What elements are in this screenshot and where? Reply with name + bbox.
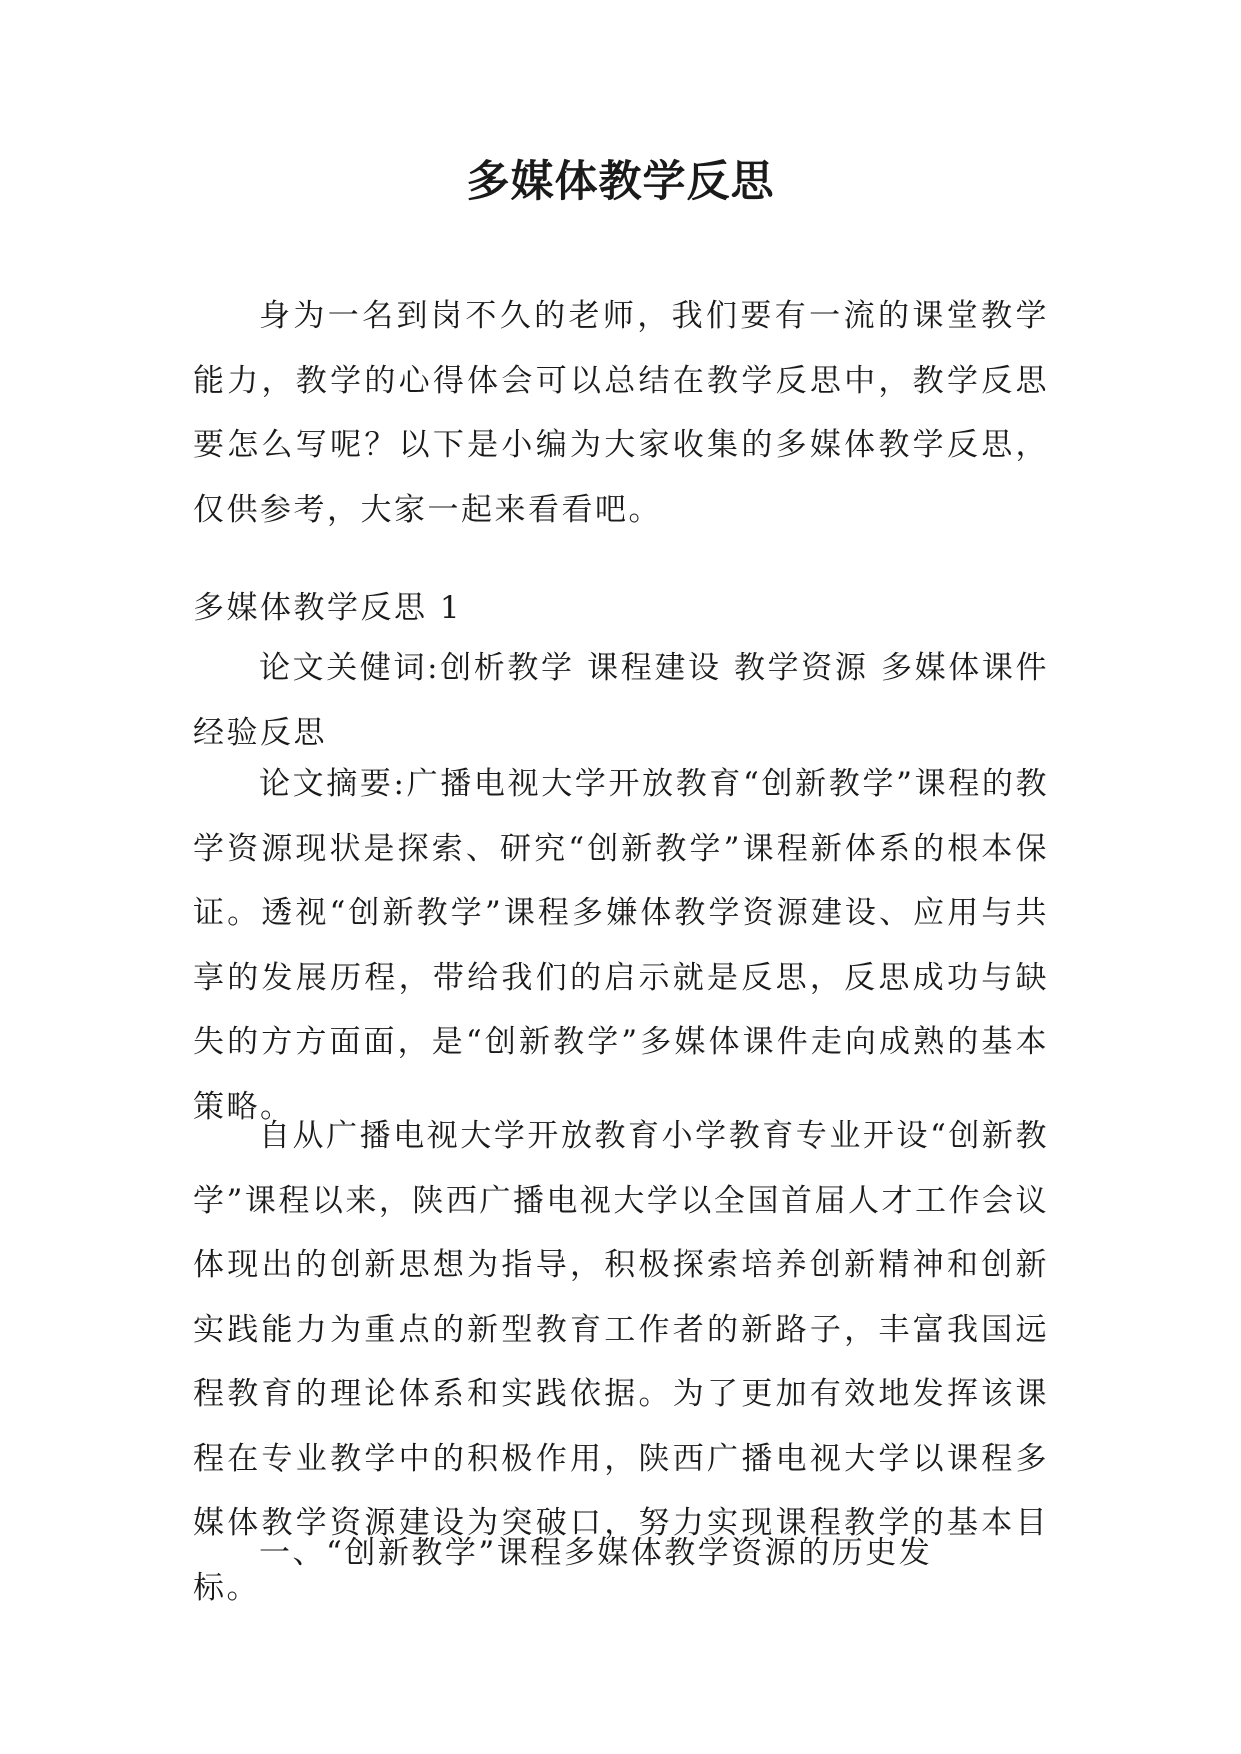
section-heading: 多媒体教学反思 1 [193,590,463,626]
subsection-heading: 一、“创新教学”课程多媒体教学资源的历史发 [259,1535,933,1571]
document-title: 多媒体教学反思 [466,157,775,207]
abstract-paragraph: 论文摘要:广播电视大学开放教育“创新教学”课程的教学资源现状是探索、研究“创新教学”课程新体系的根本保证。透视“创新教学”课程多嫌体教学资源建设、应用与共享的发展历程，带给我们的启示就是反思，反思成功与缺失的方方面面，是“创新教学”多媒体课件走向成熟的基本策略。 [193,766,1049,1125]
keywords-paragraph: 论文关健词:创析教学 课程建设 教学资源 多媒体课件经验反思 [193,650,1049,751]
intro-paragraph: 身为一名到岗不久的老师，我们要有一流的课堂教学能力，教学的心得体会可以总结在教学反思中，教学反思要怎么写呢？以下是小编为大家收集的多媒体教学反思，仅供参考，大家一起来看看吧。 [193,298,1049,528]
body-paragraph: 自从广播电视大学开放教育小学教育专业开设“创新教学”课程以来，陕西广播电视大学以全国首届人才工作会议体现出的创新思想为指导，积极探索培养创新精神和创新实践能力为重点的新型教育工作者的新路子，丰富我国远程教育的理论体系和实践依据。为了更加有效地发挥该课程在专业教学中的积极作用，陕西广播电视大学以课程多媒体教学资源建设为突破口，努力实现课程教学的基本目标。 [193,1118,1049,1606]
